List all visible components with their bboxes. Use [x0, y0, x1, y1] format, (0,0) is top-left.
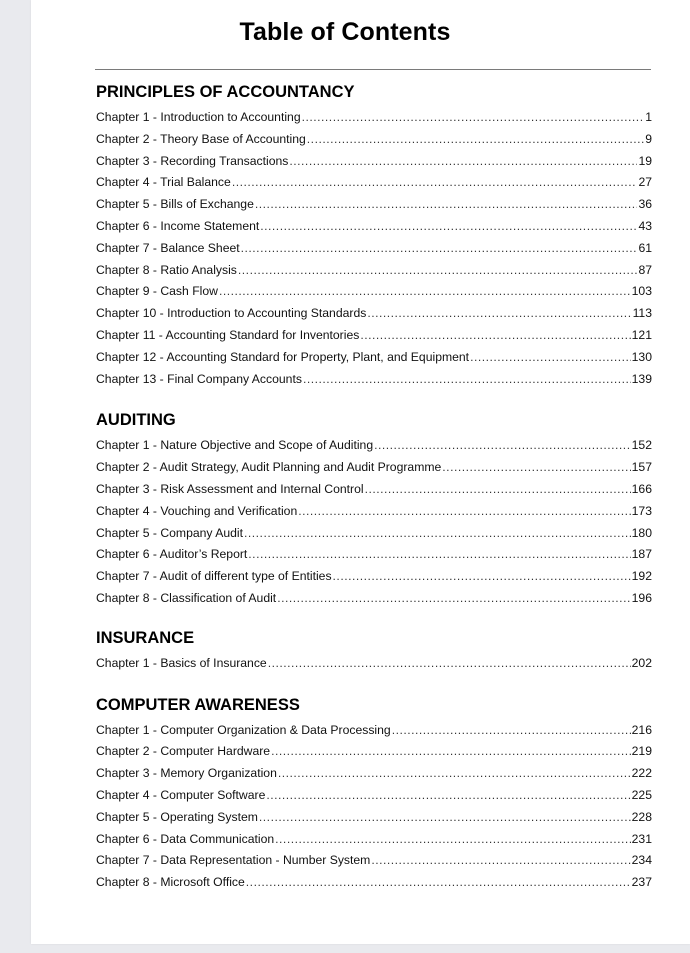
- dot-leader: [278, 763, 631, 785]
- entry-page-number: 130: [631, 349, 652, 364]
- entry-page-number: 173: [631, 503, 652, 518]
- entry-page-number: 139: [631, 371, 652, 386]
- dot-leader: [219, 281, 631, 303]
- toc-entry[interactable]: [96, 107, 652, 129]
- section-heading: PRINCIPLES OF ACCOUNTANCY: [96, 83, 355, 101]
- entry-label: Chapter 3 - Risk Assessment and Internal Control: [96, 481, 364, 496]
- section-spacer: [96, 390, 652, 410]
- section-spacer: [96, 610, 652, 628]
- toc-section-auditing: [96, 410, 652, 609]
- toc-entry[interactable]: [96, 653, 652, 675]
- section-heading: COMPUTER AWARENESS: [96, 695, 300, 714]
- dot-leader: [275, 829, 631, 851]
- entry-page-number: 222: [631, 766, 652, 781]
- entry-label: Chapter 5 - Company Audit: [96, 525, 244, 540]
- dot-leader: [289, 151, 637, 173]
- dot-leader: [470, 347, 631, 369]
- entry-label: Chapter 12 - Accounting Standard for Property, Plant, and Equipment: [96, 349, 470, 364]
- page-title: Table of Contents: [239, 18, 451, 46]
- entry-label: Chapter 6 - Income Statement: [96, 218, 260, 233]
- toc-entry[interactable]: [96, 435, 652, 457]
- entry-page-number: 43: [638, 218, 652, 233]
- entry-page-number: 187: [631, 547, 652, 562]
- toc-entry[interactable]: [96, 281, 652, 303]
- dot-leader: [298, 501, 630, 523]
- dot-leader: [442, 457, 630, 479]
- dot-leader: [277, 588, 630, 610]
- entry-label: Chapter 1 - Introduction to Accounting: [96, 110, 301, 124]
- entry-page-number: 196: [631, 590, 652, 605]
- entry-page-number: 113: [632, 306, 652, 321]
- toc-entry[interactable]: [96, 720, 652, 742]
- entry-page-number: 202: [631, 655, 652, 670]
- dot-leader: [259, 807, 631, 829]
- entry-page-number: 152: [631, 438, 652, 453]
- dot-leader: [255, 194, 638, 216]
- entry-page-number: 19: [638, 153, 652, 168]
- entry-label: Chapter 8 - Microsoft Office: [96, 875, 245, 890]
- entry-label: Chapter 8 - Ratio Analysis: [96, 262, 237, 277]
- toc-entry[interactable]: [96, 347, 652, 369]
- toc-entry[interactable]: [96, 872, 652, 894]
- toc-entry[interactable]: [96, 369, 652, 391]
- dot-leader: [302, 107, 645, 129]
- entry-label: Chapter 5 - Bills of Exchange: [96, 197, 254, 212]
- title-divider: [95, 69, 651, 70]
- toc-section-computer-awareness: [96, 695, 652, 894]
- entry-label: Chapter 7 - Data Representation - Number System: [96, 853, 371, 868]
- dot-leader: [367, 303, 631, 325]
- entry-page-number: 157: [631, 460, 652, 475]
- entry-page-number: 228: [631, 809, 652, 824]
- dot-leader: [307, 129, 644, 151]
- entry-label: Chapter 5 - Operating System: [96, 809, 258, 824]
- entry-page-number: 87: [638, 262, 652, 277]
- section-spacer: [96, 675, 652, 695]
- entry-label: Chapter 13 - Final Company Accounts: [96, 371, 302, 386]
- entry-label: Chapter 3 - Recording Transactions: [96, 153, 289, 168]
- entry-page-number: 216: [631, 722, 652, 737]
- entry-page-number: 234: [631, 853, 652, 868]
- entry-label: Chapter 2 - Audit Strategy, Audit Planning and Audit Programme: [96, 460, 442, 475]
- dot-leader: [365, 479, 631, 501]
- toc-entry[interactable]: [96, 303, 652, 325]
- entry-label: Chapter 4 - Computer Software: [96, 787, 266, 802]
- toc-entry[interactable]: [96, 501, 652, 523]
- toc-entry[interactable]: [96, 194, 652, 216]
- dot-leader: [241, 238, 638, 260]
- dot-leader: [260, 216, 637, 238]
- toc-entry[interactable]: [96, 151, 652, 173]
- document-page: [31, 0, 690, 944]
- dot-leader: [374, 435, 631, 457]
- toc-entry[interactable]: [96, 566, 652, 588]
- dot-leader: [246, 872, 631, 894]
- entry-page-number: 61: [638, 240, 652, 255]
- entry-page-number: 1: [645, 110, 652, 124]
- entry-page-number: 166: [631, 481, 652, 496]
- toc-entry[interactable]: [96, 238, 652, 260]
- toc-entry[interactable]: [96, 260, 652, 282]
- entry-label: Chapter 2 - Computer Hardware: [96, 744, 271, 759]
- toc-entry[interactable]: [96, 129, 652, 151]
- dot-leader: [360, 325, 630, 347]
- section-heading: INSURANCE: [96, 628, 195, 647]
- entry-label: Chapter 7 - Audit of different type of Entities: [96, 569, 332, 584]
- toc-entry[interactable]: [96, 544, 652, 566]
- entry-label: Chapter 6 - Auditor’s Report: [96, 547, 248, 562]
- toc-entry[interactable]: [96, 172, 652, 194]
- entry-page-number: 121: [631, 327, 652, 342]
- dot-leader: [303, 369, 631, 391]
- entry-label: Chapter 7 - Balance Sheet: [96, 240, 240, 255]
- entry-label: Chapter 2 - Theory Base of Accounting: [96, 131, 306, 146]
- entry-label: Chapter 8 - Classification of Audit: [96, 590, 277, 605]
- dot-leader: [268, 653, 631, 675]
- entry-label: Chapter 11 - Accounting Standard for Inventories: [96, 327, 360, 342]
- dot-leader: [371, 850, 630, 872]
- toc-entry[interactable]: [96, 325, 652, 347]
- dot-leader: [238, 260, 638, 282]
- dot-leader: [266, 785, 630, 807]
- entry-label: Chapter 1 - Nature Objective and Scope of Auditing: [96, 438, 374, 453]
- entry-label: Chapter 1 - Basics of Insurance: [96, 655, 267, 670]
- entry-page-number: 192: [631, 569, 652, 584]
- entry-label: Chapter 9 - Cash Flow: [96, 284, 218, 299]
- toc-entry[interactable]: [96, 457, 652, 479]
- entry-label: Chapter 1 - Computer Organization & Data Processing: [96, 722, 391, 737]
- entry-page-number: 231: [631, 831, 652, 846]
- dot-leader: [392, 720, 631, 742]
- toc-content: [96, 82, 652, 894]
- toc-entry[interactable]: [96, 588, 652, 610]
- toc-section-insurance: [96, 628, 652, 675]
- dot-leader: [248, 544, 630, 566]
- entry-page-number: 219: [631, 744, 652, 759]
- dot-leader: [333, 566, 631, 588]
- toc-entry[interactable]: [96, 807, 652, 829]
- toc-entry[interactable]: [96, 216, 652, 238]
- entry-page-number: 36: [638, 197, 652, 212]
- toc-entry[interactable]: [96, 523, 652, 545]
- dot-leader: [244, 523, 631, 545]
- entry-label: Chapter 4 - Vouching and Verification: [96, 503, 298, 518]
- toc-section-accountancy: [96, 82, 652, 390]
- entry-label: Chapter 6 - Data Communication: [96, 831, 275, 846]
- section-heading: AUDITING: [96, 411, 176, 430]
- entry-label: Chapter 4 - Trial Balance: [96, 175, 231, 190]
- entry-page-number: 180: [631, 525, 652, 540]
- entry-page-number: 27: [638, 175, 652, 190]
- entry-label: Chapter 10 - Introduction to Accounting Standards: [96, 306, 367, 321]
- toc-entry[interactable]: [96, 479, 652, 501]
- entry-page-number: 225: [631, 787, 652, 802]
- entry-label: Chapter 3 - Memory Organization: [96, 766, 277, 781]
- toc-entry[interactable]: [96, 763, 652, 785]
- toc-entry[interactable]: [96, 741, 652, 763]
- entry-page-number: 9: [645, 131, 652, 146]
- entry-page-number: 103: [631, 284, 652, 299]
- toc-entry[interactable]: [96, 785, 652, 807]
- toc-entry[interactable]: [96, 850, 652, 872]
- entry-page-number: 237: [631, 875, 652, 890]
- dot-leader: [271, 741, 631, 763]
- dot-leader: [232, 172, 638, 194]
- toc-entry[interactable]: [96, 829, 652, 851]
